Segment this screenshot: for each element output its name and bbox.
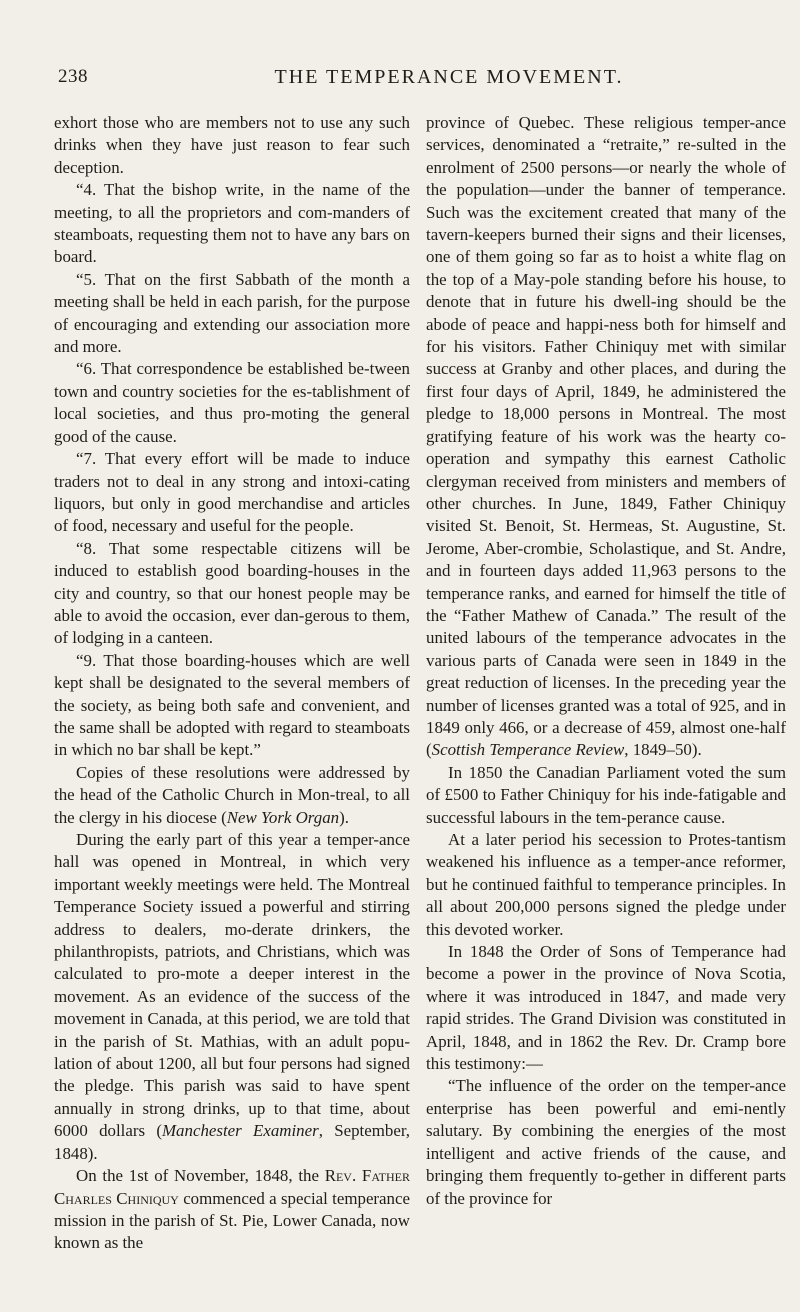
citation-source: Manchester Examiner xyxy=(161,1121,319,1141)
paragraph: exhort those who are members not to use any such drinks when they have just reason to fear such deception. xyxy=(54,113,410,177)
paragraph xyxy=(54,829,410,1165)
resolution-5: “5. That on the first Sabbath of the month a meeting shall be held in each parish, for the purpose of encouraging and extending our association more and more. xyxy=(54,269,410,357)
page-number: 238 xyxy=(58,66,88,87)
running-head: THE TEMPERANCE MOVEMENT. xyxy=(274,66,624,88)
paragraph xyxy=(54,762,410,829)
paragraph: At a later period his secession to Protes-tantism weakened his influence as a temper-ance reformer, but he continued faithful to temperance principles. In all about 200,000 persons signed the pledge under this devoted worker. xyxy=(426,830,786,939)
quotation: “The influence of the order on the temper-ance enterprise has been powerful and emi-nently salutary. By combining the energies of the most intelligent and active friends of the cause, and bringing them frequently to-gether in different parts of the province for xyxy=(426,1076,786,1208)
paragraph: In 1848 the Order of Sons of Temperance had become a power in the province of Nova Scotia, where it was introduced in 1847, and made very rapid strides. The Grand Division was constituted in April, 1848, and in 1862 the Rev. Dr. Cramp bore this testimony:— xyxy=(426,942,786,1074)
paragraph-text: , September, 1848). xyxy=(54,1121,410,1163)
column-gutter xyxy=(416,112,417,1282)
paragraph-text: province of Quebec. These religious temper-ance services, denominated a “retraite,” re-sulted in the enrolment of 2500 persons—or nearly the whole of the population—under the banner of temperance. Such was the excitement created that many of the tavern-keepers burned their signs and their licenses, one of them going so far as to hoist a white flag on the top of a May-pole standing before his house, to denote that in future his dwell-ing should be the abode of peace and happi-ness both for himself and for his visitors. Father Chiniquy met with similar success at Granby and other places, and during the first four days of April, 1849, he administered the pledge to 18,000 persons in Montreal. The most gratifying feature of his work was the hearty co-operation and sympathy this earnest Catholic clergyman received from ministers and members of other churches. In June, 1849, Father Chiniquy visited St. Benoit, St. Hermeas, St. Augustine, St. Jerome, Aber-crombie, Scholastique, and St. Andre, and in fourteen days added 11,963 persons to the temperance ranks, and earned for himself the title of the “Father Mathew of Canada.” The result of the united labours of the temperance advocates in the various parts of Canada were seen in 1849 in the great reduction of licenses. In the preceding year the number of licenses granted was a total of 925, and in 1849 only 466, or a decrease of 459, almost one-half ( xyxy=(426,113,786,760)
paragraph-text: commenced a special temperance mission in the parish of St. Pie, Lower Canada, now known as the xyxy=(54,1188,410,1253)
resolution-4: “4. That the bishop write, in the name of the meeting, to all the proprietors and com-manders of steamboats, requesting them not to have any bars on board. xyxy=(54,180,410,267)
paragraph-text: On the 1st of November, 1848, the xyxy=(76,1166,325,1186)
resolution-6: “6. That correspondence be established be-tween town and country societies for the es-tablishment of local societies, and thus pro-moting the general good of the cause. xyxy=(54,359,410,446)
paragraph-text: ). xyxy=(339,807,349,827)
paragraph-text: During the early part of this year a temper-ance hall was opened in Montreal, in which very important weekly meetings were held. The Montreal Temperance Society issued a powerful and stirring address to dealers, mo-derate drinkers, the philanthropists, patriots, and Christians, which was calculated to pro-mote a deeper interest in the movement. As an evidence of the success of the movement in Canada, at this period, we are told that in the parish of St. Mathias, with an adult popu-lation of about 1200, all but four persons had signed the pledge. This parish was said to have spent annually in strong drinks, up to that time, about 6000 dollars ( xyxy=(54,830,410,1141)
paragraph xyxy=(54,1165,410,1255)
resolution-7: “7. That every effort will be made to induce traders not to deal in any strong and intoxi-cating liquors, but only in good merchandise and articles of food, necessary and useful for the people. xyxy=(54,449,410,536)
right-column xyxy=(426,112,786,1210)
person-name: Rev. Father Charles Chiniquy xyxy=(54,1166,410,1208)
left-column xyxy=(54,112,410,1255)
resolution-8: “8. That some respectable citizens will be induced to establish good boarding-houses in the city and country, so that our honest people may be able to avoid the occasion, ever dan-gerous to them, of lodging in a canteen. xyxy=(54,538,410,648)
paragraph-text: Copies of these resolutions were addressed by the head of the Catholic Church in Mon-treal, to all the clergy in his diocese ( xyxy=(54,762,410,827)
paragraph-text: , 1849–50). xyxy=(624,740,702,760)
paragraph: In 1850 the Canadian Parliament voted the sum of £500 to Father Chiniquy for his inde-fatigable and successful labours in the tem-perance cause. xyxy=(426,762,786,827)
paragraph xyxy=(426,112,786,762)
page-header xyxy=(58,66,770,94)
citation-source: Scottish Temperance Review xyxy=(431,740,625,760)
resolution-9: “9. That those boarding-houses which are well kept shall be designated to the several members of the society, as being both safe and convenient, and the same shall be adopted with regard to steamboats in which no bar shall be kept.” xyxy=(54,650,410,760)
citation-source: New York Organ xyxy=(226,807,340,827)
